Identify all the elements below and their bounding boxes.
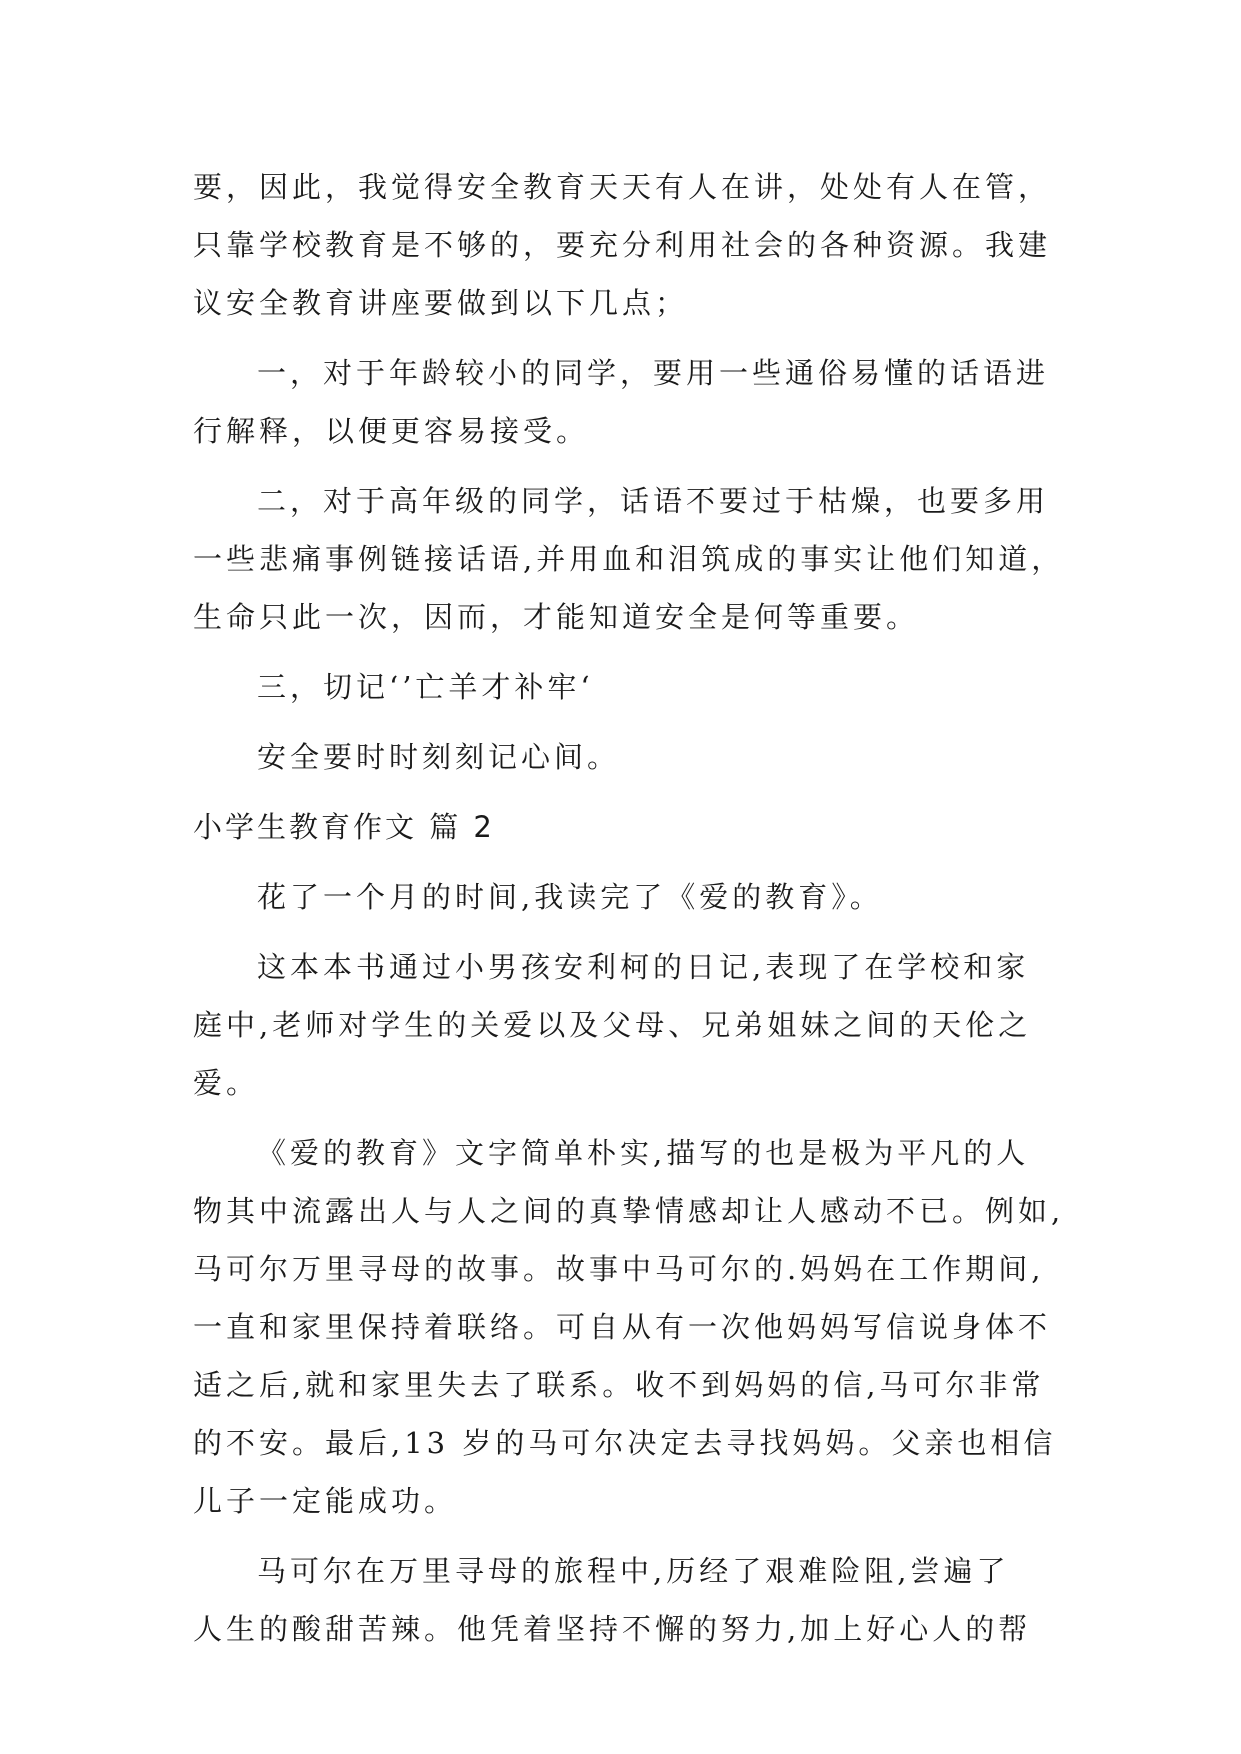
text-line: 二，对于高年级的同学，话语不要过于枯燥，也要多用 bbox=[257, 484, 1050, 518]
text-line: 三，切记‘’亡羊才补牢‘ bbox=[257, 670, 594, 704]
text-line: 安全要时时刻刻记心间。 bbox=[257, 740, 621, 774]
text-line: 马可尔在万里寻母的旅程中,历经了艰难险阻,尝遍了 bbox=[257, 1554, 1010, 1588]
text-line: 适之后,就和家里失去了联系。收不到妈妈的信,马可尔非常 bbox=[193, 1368, 1045, 1402]
paragraph bbox=[193, 868, 1073, 926]
text-line: 一，对于年龄较小的同学，要用一些通俗易懂的话语进 bbox=[257, 356, 1050, 390]
text-line: 人生的酸甜苦辣。他凭着坚持不懈的努力,加上好心人的帮 bbox=[193, 1612, 1032, 1646]
paragraph bbox=[193, 1124, 1073, 1530]
text-line: 生命只此一次，因而，才能知道安全是何等重要。 bbox=[193, 600, 920, 634]
text-line: 这本本书通过小男孩安利柯的日记,表现了在学校和家 bbox=[257, 950, 1030, 984]
text-line: 花了一个月的时间,我读完了《爱的教育》。 bbox=[257, 880, 883, 914]
text-line: 物其中流露出人与人之间的真挚情感却让人感动不已。例如, bbox=[193, 1194, 1065, 1228]
text-line: 一直和家里保持着联络。可自从有一次他妈妈写信说身体不 bbox=[193, 1310, 1052, 1344]
paragraph bbox=[193, 472, 1073, 646]
text-line: 要，因此，我觉得安全教育天天有人在讲，处处有人在管， bbox=[193, 170, 1052, 204]
paragraph bbox=[193, 658, 1073, 716]
text-line: 爱。 bbox=[193, 1066, 260, 1100]
paragraph bbox=[193, 344, 1073, 460]
paragraph bbox=[193, 158, 1073, 332]
text-line: 马可尔万里寻母的故事。故事中马可尔的.妈妈在工作期间, bbox=[193, 1252, 1045, 1286]
paragraph bbox=[193, 728, 1073, 786]
text-line: 的不安。最后,13 岁的马可尔决定去寻找妈妈。父亲也相信 bbox=[193, 1426, 1057, 1460]
text-line: 议安全教育讲座要做到以下几点； bbox=[193, 286, 689, 320]
text-line: 只靠学校教育是不够的，要充分利用社会的各种资源。我建 bbox=[193, 228, 1052, 262]
text-line: 庭中,老师对学生的关爱以及父母、兄弟姐妹之间的天伦之 bbox=[193, 1008, 1032, 1042]
text-line: 儿子一定能成功。 bbox=[193, 1484, 458, 1518]
text-line: 《爱的教育》文字简单朴实,描写的也是极为平凡的人 bbox=[257, 1136, 1030, 1170]
paragraph bbox=[193, 938, 1073, 1112]
document-body bbox=[193, 158, 1073, 1670]
paragraph bbox=[193, 1542, 1073, 1658]
text-line: 行解释，以便更容易接受。 bbox=[193, 414, 590, 448]
text-line: 一些悲痛事例链接话语,并用血和泪筑成的事实让他们知道， bbox=[193, 542, 1065, 576]
section-heading: 小学生教育作文 篇 2 bbox=[193, 810, 495, 844]
